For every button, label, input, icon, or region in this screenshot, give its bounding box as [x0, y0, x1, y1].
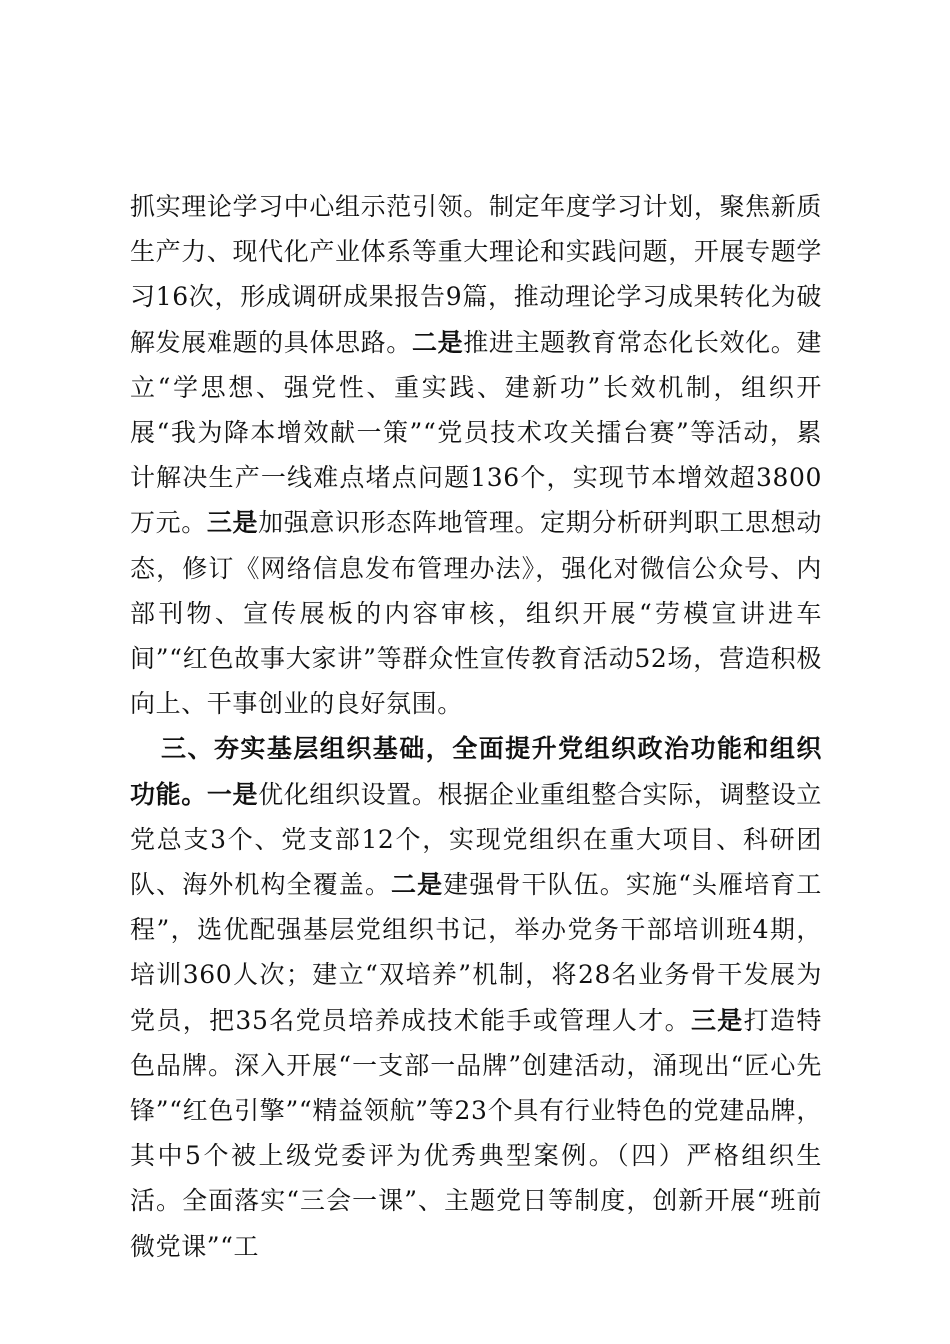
text-segment: 加强意识形态阵地管理。定期分析研判职工思想动态，修订《网络信息发布管理办法》，强化对微信公众号、内部刊物、宣传展板的内容审核，组织开展“劳模宣讲进车间”“红色故事大家讲”等群众性宣传教育活动52场，营造积极向上、干事创业的良好氛围。	[130, 508, 822, 719]
text-segment: 打造特色品牌。深入开展“一支部一品牌”创建活动，涌现出“匠心先锋”“红色引擎”“精益领航”等23个具有行业特色的党建品牌，其中5个被上级党委评为优秀典型案例。（四）严格组织生活。全面落实“三会一课”、主题党日等制度，创新开展“班前微党课”“工	[130, 1005, 822, 1261]
text-segment: 建强骨干队伍。实施“头雁培育工程”，选优配强基层党组织书记，举办党务干部培训班4期，培训360人次；建立“双培养”机制，将28名业务骨干发展为党员，把35名党员培养成技术能手或管理人才。	[130, 870, 822, 1035]
paragraph-section-three	[130, 726, 822, 1268]
text-segment: 抓实理论学习中心组示范引领。制定年度学习计划，聚焦新质生产力、现代化产业体系等重大理论和实践问题，开展专题学习16次，形成调研成果报告9篇，推动理论学习成果转化为破解发展难题的具体思路。	[130, 192, 822, 357]
bold-label-third: 三是	[206, 508, 259, 538]
section-heading-three: 三、夯实基层组织基础，全面提升党组织政治功能和组织功能。一是	[130, 734, 822, 809]
bold-label-third: 三是	[690, 1005, 744, 1035]
paragraph-ideology-work	[130, 184, 822, 726]
bold-label-second: 二是	[391, 870, 444, 900]
bold-label-second: 二是	[411, 327, 464, 357]
text-segment: 优化组织设置。根据企业重组整合实际，调整设立党总支3个、党支部12个，实现党组织在重大项目、科研团队、海外机构全覆盖。	[130, 779, 822, 900]
document-body	[130, 184, 822, 1269]
text-segment: 推进主题教育常态化长效化。建立“学思想、强党性、重实践、建新功”长效机制，组织开展“我为降本增效献一策”“党员技术攻关擂台赛”等活动，累计解决生产一线难点堵点问题136个，实现节本增效超3800万元。	[130, 327, 822, 538]
